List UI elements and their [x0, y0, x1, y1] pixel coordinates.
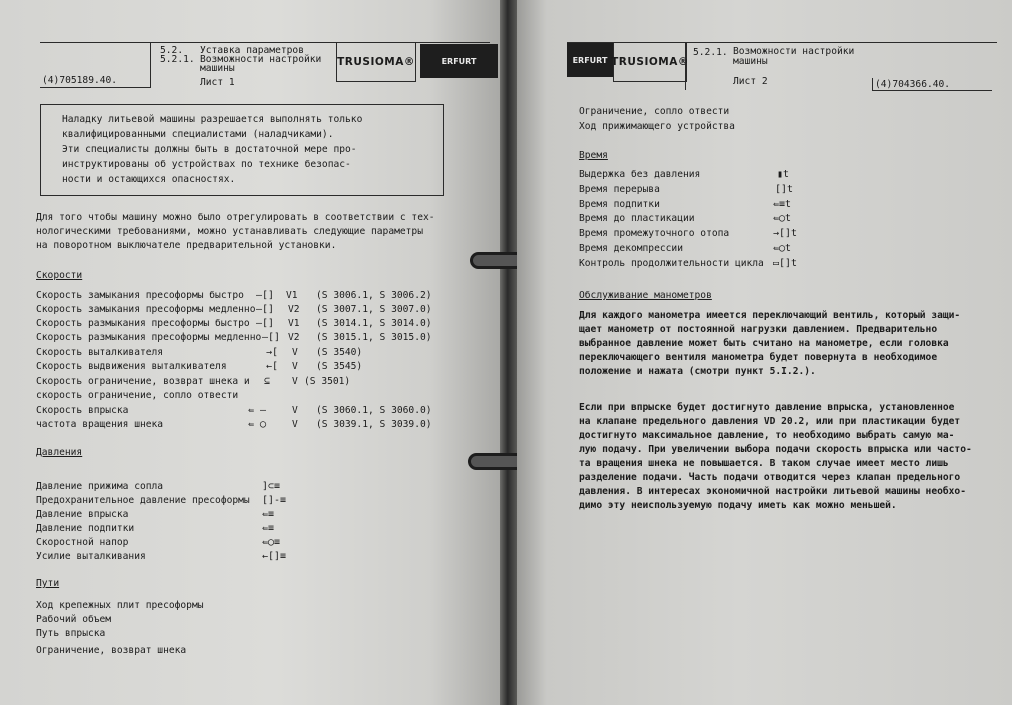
speed-symbol: V: [292, 347, 298, 358]
screw-rotation-icon: ⇚ ◯: [248, 419, 267, 430]
time-heading: Время: [579, 150, 608, 161]
intro-line-2: нологическими требованиями, можно устанавливать следующие параметры: [36, 226, 423, 237]
path-item: Ход крепежных плит пресоформы: [36, 600, 204, 611]
manometer-p2-line: разделение подачи. Часть подачи отводится через клапан предельного: [579, 472, 961, 483]
speed-symbol: V1: [286, 290, 298, 301]
speed-label: Скорость впрыска: [36, 405, 129, 416]
section-titles: Уставка параметров Возможности настройки машины: [200, 45, 322, 74]
notice-line-5: ности и остающихся опасностях.: [62, 174, 236, 185]
manometer-p1-line: переключающего вентиля манометра будет повернута в необходимое: [579, 352, 938, 363]
left-page: [0, 0, 500, 705]
speed-code: (S 3545): [316, 361, 363, 372]
injection-pressure-icon: ⇚≡: [262, 509, 275, 520]
manometer-p2-line: та вращения шнека не повышается. В таком случае имеет место лишь: [579, 458, 949, 469]
ejector-icon: →[: [266, 347, 279, 358]
pressure-item: Давление прижима сопла: [36, 481, 164, 492]
path-item: Рабочий объем: [36, 614, 112, 625]
pause-time-icon: []t: [775, 184, 794, 195]
right-page: [517, 0, 1012, 705]
trusioma-logo-text: TRUSIOMA®: [337, 56, 415, 68]
manometer-p1-line: положение и нажата (смотри пункт 5.I.2.).: [579, 366, 816, 377]
erfurt-logo-text: ERFURT: [441, 56, 477, 66]
speed-label: Скорость замыкания пресоформы медленно: [36, 304, 256, 315]
speed-symbol: V2: [288, 332, 300, 343]
speed-symbol: V1: [288, 318, 300, 329]
manometer-p2-line: димо эту неиспользуемую подачу иметь как можно меньшей.: [579, 500, 897, 511]
screw-return-icon: ⊆: [264, 376, 271, 387]
pre-plasticizing-time-icon: ⇚◯t: [773, 213, 792, 224]
erfurt-logo: [420, 44, 498, 78]
mold-close-fast-icon: —[]: [256, 290, 275, 301]
manometer-p1-line: щает манометр от постоянной нагрузки давлением. Предварительно: [579, 324, 938, 335]
intro-line-1: Для того чтобы машину можно было отрегулировать в соответствии с тех-: [36, 212, 435, 223]
speed-label: Скорость ограничение, возврат шнека и: [36, 376, 250, 387]
holding-time-icon: ⇚≡t: [773, 199, 792, 210]
speed-symbol: V: [292, 361, 298, 372]
trusioma-logo: [613, 42, 687, 82]
time-item: Выдержка без давления: [579, 169, 701, 180]
cycle-time-icon: ▭[]t: [773, 258, 798, 269]
injection-icon: ⇚ —: [248, 405, 267, 416]
time-item: Время до пластикации: [579, 213, 695, 224]
mold-close-slow-icon: —[]: [256, 304, 275, 315]
pressure-item: Давление впрыска: [36, 509, 129, 520]
header-divider-2: [872, 78, 873, 90]
speed-code: (S 3007.1, S 3007.0): [316, 304, 432, 315]
book-gutter: [500, 0, 517, 705]
header-top-rule: [40, 42, 490, 43]
back-pressure-icon: ⇚◯≡: [262, 537, 281, 548]
header-divider: [685, 42, 686, 90]
speed-code: (S 3039.1, S 3039.0): [316, 419, 432, 430]
erfurt-logo-text: ERFURT: [572, 55, 608, 65]
speed-label: Скорость выталкивателя: [36, 347, 164, 358]
notice-line-1: Наладку литьевой машины разрешается выполнять только: [62, 114, 363, 125]
speed-symbol: V: [292, 419, 298, 430]
speed-label: частота вращения шнека: [36, 419, 164, 430]
time-item: Время декомпрессии: [579, 243, 683, 254]
manometer-p2-line: Если при впрыске будет достигнуто давление впрыска, установленное: [579, 402, 955, 413]
intro-line-3: на поворотном выключателе предварительной установки.: [36, 240, 337, 251]
path-item-continued: Ограничение, сопло отвести: [579, 106, 730, 117]
header-divider: [150, 42, 151, 88]
trusioma-logo: [336, 42, 416, 82]
manometer-p1-line: Для каждого манометра имеется переключающий вентиль, который защи-: [579, 310, 961, 321]
speed-symbol: V2: [288, 304, 300, 315]
section-number: 5.2.1.: [693, 47, 728, 58]
speed-label: Скорость замыкания пресоформы быстро: [36, 290, 244, 301]
header-top-rule: [567, 42, 997, 43]
nozzle-contact-icon: ]⊂≡: [262, 481, 281, 492]
path-item: Ограничение, возврат шнека: [36, 645, 187, 656]
ejector-extend-icon: ←[: [266, 361, 279, 372]
pressure-item: Скоростной напор: [36, 537, 129, 548]
path-item: Путь впрыска: [36, 628, 106, 639]
sheet-number: Лист 1: [200, 77, 235, 88]
notice-line-3: Эти специалисты должны быть в достаточной мере про-: [62, 144, 357, 155]
speed-label: Скорость размыкания пресоформы медленно: [36, 332, 262, 343]
pressure-item: Давление подпитки: [36, 523, 135, 534]
mold-protection-icon: []-≡: [262, 495, 287, 506]
paths-heading: Пути: [36, 578, 60, 589]
manometer-p1-line: выбранное давление может быть считано на манометре, если головка: [579, 338, 949, 349]
speed-symbol: V: [292, 405, 298, 416]
header-bottom-rule: [40, 87, 150, 88]
time-item: Время подпитки: [579, 199, 660, 210]
trusioma-logo-text: TRUSIOMA®: [611, 56, 689, 68]
speed-code: (S 3060.1, S 3060.0): [316, 405, 432, 416]
speed-symbol: V: [292, 376, 298, 387]
doc-number: (4)705189.40.: [42, 75, 118, 86]
manometer-p2-line: лую подачу. При увеличении выбора подачи скорость впрыска или часто-: [579, 444, 972, 455]
speed-code: (S 3014.1, S 3014.0): [316, 318, 432, 329]
manometer-p2-line: давления. В интересах экономичной настройки литьевой машины необхо-: [579, 486, 966, 497]
pressure-item: Предохранительное давление пресоформы: [36, 495, 250, 506]
time-item: Контроль продолжительности цикла: [579, 258, 764, 269]
speed-label: скорость ограничение, сопло отвести: [36, 390, 239, 401]
notice-line-2: квалифицированными специалистами (наладчиками).: [62, 129, 334, 140]
sheet-number: Лист 2: [733, 76, 768, 87]
pressure-item: Усилие выталкивания: [36, 551, 146, 562]
holding-pressure-icon: ⇚≡: [262, 523, 275, 534]
intermediate-stop-time-icon: →[]t: [773, 228, 798, 239]
speed-code: (S 3015.1, S 3015.0): [316, 332, 432, 343]
section-titles: Возможности настройки машины: [733, 46, 855, 67]
dwell-time-icon: ▮t: [777, 169, 790, 180]
manometer-p2-line: достигнуто максимальное давление, то необходимо выбрать самую ма-: [579, 430, 955, 441]
speed-code: (S 3006.1, S 3006.2): [316, 290, 432, 301]
speeds-heading: Скорости: [36, 270, 83, 281]
speed-code: (S 3501): [304, 376, 351, 387]
doc-number: (4)704366.40.: [875, 79, 951, 90]
time-item: Время промежуточного отопа: [579, 228, 730, 239]
time-item: Время перерыва: [579, 184, 660, 195]
manometer-p2-line: на клапане предельного давления VD 20.2, или при пластикации будет: [579, 416, 961, 427]
decompression-time-icon: ⇚◯t: [773, 243, 792, 254]
path-item-continued: Ход прижимающего устройства: [579, 121, 735, 132]
speed-label: Скорость выдвижения выталкивателя: [36, 361, 227, 372]
notice-line-4: инструктированы об устройствах по технике безопас-: [62, 159, 351, 170]
mold-open-slow-icon: —[]: [262, 332, 281, 343]
speed-label: Скорость размыкания пресоформы быстро: [36, 318, 250, 329]
erfurt-logo: [567, 43, 613, 77]
mold-open-fast-icon: —[]: [256, 318, 275, 329]
section-numbers: 5.2. 5.2.1.: [160, 45, 195, 65]
ejector-force-icon: ←[]≡: [262, 551, 287, 562]
manometer-heading: Обслуживание манометров: [579, 290, 712, 301]
pressures-heading: Давления: [36, 447, 83, 458]
speed-code: (S 3540): [316, 347, 363, 358]
